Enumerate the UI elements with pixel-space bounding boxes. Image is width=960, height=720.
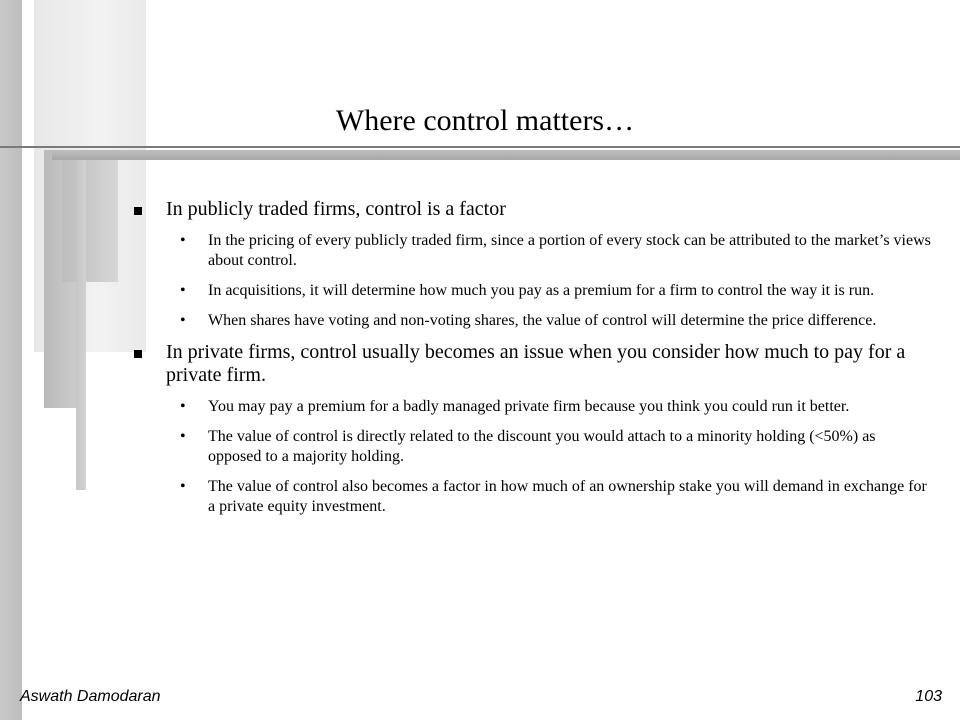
dot-bullet-icon: • xyxy=(180,312,186,329)
bullet-level2 xyxy=(132,477,932,517)
dot-bullet-icon: • xyxy=(180,398,186,415)
footer-author: Aswath Damodaran xyxy=(20,688,161,705)
dot-bullet-icon: • xyxy=(180,232,186,249)
bullet-level2 xyxy=(132,427,932,467)
dot-bullet-icon: • xyxy=(180,428,186,445)
bullet-text: You may pay a premium for a badly managed private firm because you think you could run it better. xyxy=(208,398,850,415)
bullet-text: In private firms, control usually becomes an issue when you consider how much to pay for a private firm. xyxy=(166,341,906,386)
square-bullet-icon xyxy=(134,207,142,215)
bullet-text: When shares have voting and non-voting shares, the value of control will determine the price difference. xyxy=(208,312,877,329)
decorative-bar xyxy=(62,150,118,282)
slide-title: Where control matters… xyxy=(335,104,635,137)
bullet-level2 xyxy=(132,397,932,417)
slide-body xyxy=(132,198,932,527)
bullet-level1 xyxy=(132,198,932,221)
page-number: 103 xyxy=(915,688,942,705)
bullet-text: In publicly traded firms, control is a factor xyxy=(166,198,506,220)
bullet-text: In acquisitions, it will determine how much you pay as a premium for a firm to control the way it is run. xyxy=(208,282,875,299)
bullet-level2 xyxy=(132,231,932,271)
bullet-level2 xyxy=(132,311,932,331)
dot-bullet-icon: • xyxy=(180,282,186,299)
bullet-level2 xyxy=(132,281,932,301)
title-divider-bar xyxy=(52,150,960,160)
bullet-text: In the pricing of every publicly traded firm, since a portion of every stock can be attributed to the market’s views about control. xyxy=(208,232,931,269)
title-divider xyxy=(0,146,960,148)
decorative-bar xyxy=(76,150,86,490)
bullet-text: The value of control is directly related to the discount you would attach to a minority holding (<50%) as opposed to a majority holding. xyxy=(208,428,876,465)
square-bullet-icon xyxy=(134,350,142,358)
dot-bullet-icon: • xyxy=(180,478,186,495)
bullet-text: The value of control also becomes a factor in how much of an ownership stake you will demand in exchange for a private equity investment. xyxy=(208,478,927,515)
bullet-level1 xyxy=(132,341,932,387)
